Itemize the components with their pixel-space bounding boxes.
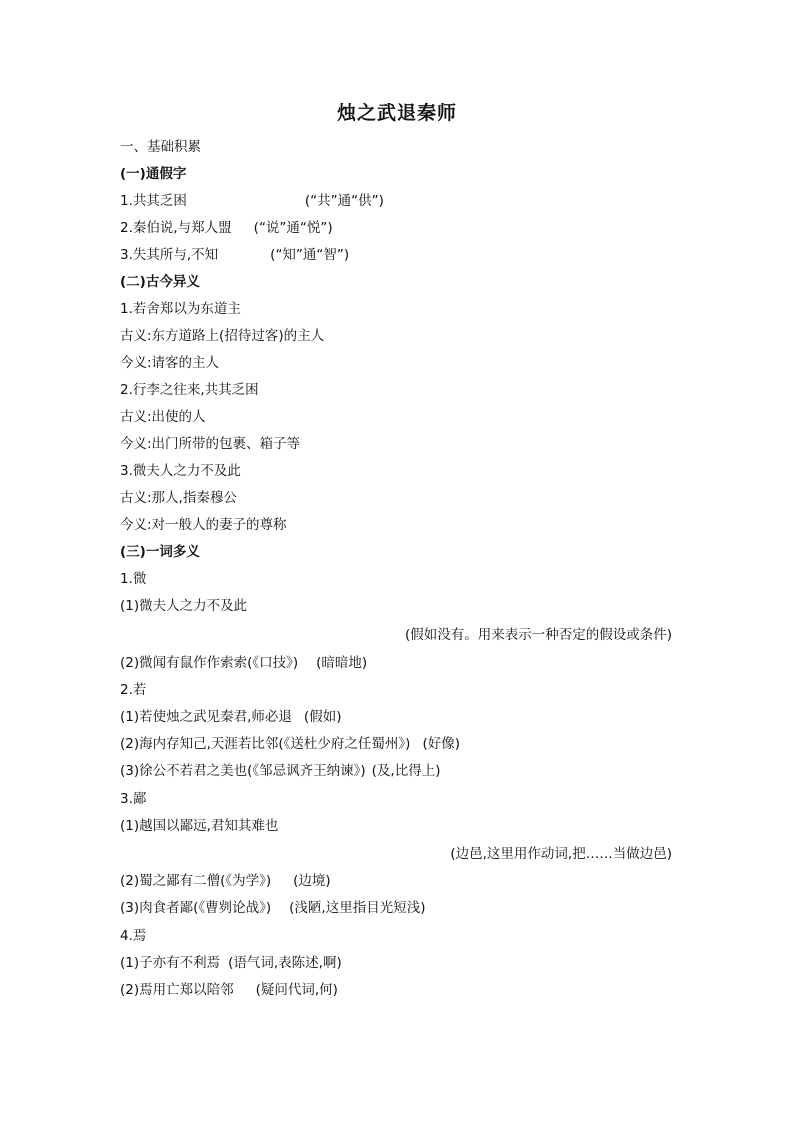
tongjia-item-1-text: 1.共其乏困 [120,193,187,209]
duoyi-word-1-example-2 [120,654,367,672]
duoyi-word-2-example-1 [120,708,341,726]
duoyi-word-4: 4.焉 [120,928,147,944]
duoyi-word-4-example-2-note: (疑问代词,何) [255,982,338,998]
section-heading-duoyi: (三)一词多义 [120,544,200,560]
duoyi-word-2-example-1-note: (假如) [303,709,342,725]
duoyi-word-1-example-2-text: (2)微闻有鼠作作索索(《口技》) [120,655,299,671]
duoyi-word-3-example-3-note: (浅陋,这里指目光短浅) [289,900,426,916]
tongjia-item-3-note: (“知”通“智”) [270,247,350,263]
guji-item-2-ancient: 古义:出使的人 [120,409,206,425]
guji-item-3-ancient: 古义:那人,指秦穆公 [120,490,237,506]
duoyi-word-3-example-2-note: (边境) [293,873,331,889]
duoyi-word-3-example-2-text: (2)蜀之鄙有二僧(《为学》) [120,873,272,889]
guji-item-1-modern: 今义:请客的主人 [120,355,220,371]
duoyi-word-2-example-2 [120,735,460,753]
duoyi-word-2-example-3-note: (及,比得上) [371,763,441,779]
duoyi-word-4-example-2-text: (2)焉用亡郑以陪邻 [120,982,234,998]
section-heading-basic: 一、基础积累 [120,139,201,155]
duoyi-word-3: 3.鄙 [120,791,147,807]
duoyi-word-2-example-2-text: (2)海内存知己,天涯若比邻(《送杜少府之任蜀州》) [120,736,411,752]
guji-item-1-ancient: 古义:东方道路上(招待过客)的主人 [120,328,325,344]
tongjia-item-2-text: 2.秦伯说,与郑人盟 [120,220,232,236]
section-heading-tongjia: (一)通假字 [120,166,187,182]
guji-item-3-modern: 今义:对一般人的妻子的尊称 [120,517,287,533]
tongjia-item-2-note: (“说”通“悦”) [253,220,333,236]
tongjia-item-2 [120,219,333,237]
duoyi-word-3-example-1: (1)越国以鄙远,君知其难也 [120,818,279,834]
duoyi-word-4-example-1-note: (语气词,表陈述,啊) [228,955,342,971]
guji-item-2: 2.行李之往来,共其乏困 [120,382,259,398]
guji-item-1: 1.若舍郑以为东道主 [120,301,241,317]
section-heading-guji: (二)古今异义 [120,274,200,290]
tongjia-item-1-note: (“共”通“供”) [304,193,384,209]
duoyi-word-2-example-1-text: (1)若使烛之武见秦君,师必退 [120,709,292,725]
duoyi-word-2-example-3 [120,762,440,780]
duoyi-word-4-example-1 [120,954,342,972]
guji-item-2-modern: 今义:出门所带的包裹、箱子等 [120,436,301,452]
duoyi-word-3-example-3 [120,899,425,917]
duoyi-word-3-example-1-note: (边邑,这里用作动词,把……当做边邑) [450,846,672,862]
duoyi-word-3-example-2 [120,872,331,890]
tongjia-item-3-text: 3.失其所与,不知 [120,247,219,263]
duoyi-word-3-example-3-text: (3)肉食者鄙(《曹刿论战》) [120,900,272,916]
duoyi-word-2: 2.若 [120,682,147,698]
tongjia-item-1 [120,192,384,210]
duoyi-word-1-example-1-note: (假如没有。用来表示一种否定的假设或条件) [404,627,672,643]
duoyi-word-2-example-2-note: (好像) [422,736,460,752]
page-title: 烛之武退秦师 [336,102,457,124]
duoyi-word-1-example-1: (1)微夫人之力不及此 [120,598,248,614]
duoyi-word-4-example-1-text: (1)子亦有不利焉 [120,955,221,971]
guji-item-3: 3.微夫人之力不及此 [120,463,241,479]
duoyi-word-1-example-2-note: (暗暗地) [316,655,368,671]
duoyi-word-1: 1.微 [120,571,147,587]
duoyi-word-2-example-3-text: (3)徐公不若君之美也(《邹忌讽齐王纳谏》) [120,763,366,779]
tongjia-item-3 [120,246,349,264]
duoyi-word-4-example-2 [120,981,338,999]
